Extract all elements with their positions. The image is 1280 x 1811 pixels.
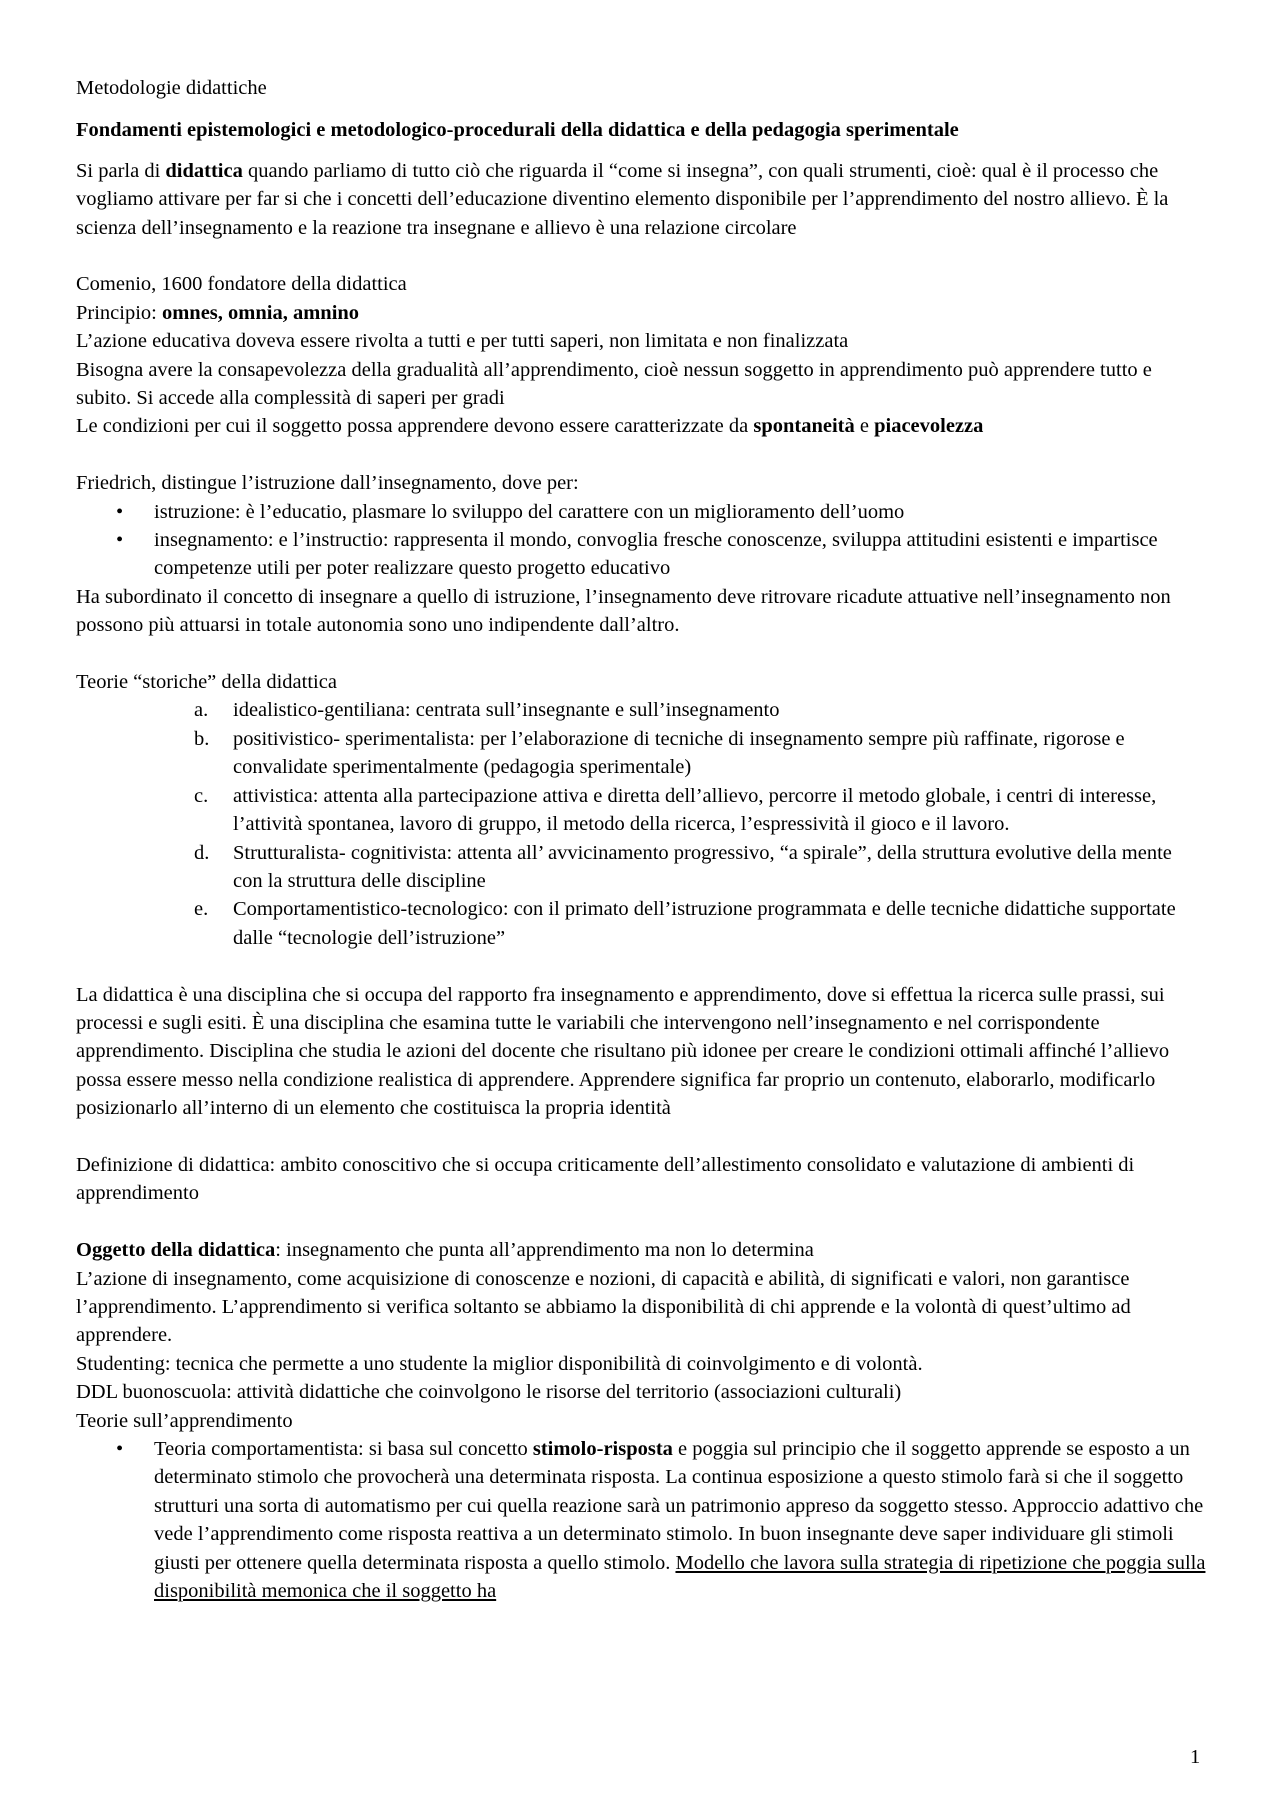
didattica-paragraph: La didattica è una disciplina che si occupa del rapporto fra insegnamento e apprendimento, dove si effettua la ricerca sulle prassi, sui processi e sugli esiti. È una disciplina che esamina tutte le variabili che intervengono nell’insegnamento e nel corrispondente apprendimento. Disciplina che studia le azioni del docente che risultano più idonee per creare le condizioni ottimali affinché l’allievo possa essere messo nella condizione realistica di apprendere. Apprendere significa far proprio un contenuto, elaborarlo, modificarlo posizionarlo all’interno di un elemento che costituisca la propria identità [76, 983, 1170, 1120]
friedrich-list [76, 498, 1206, 583]
ddl-line: DDL buonoscuola: attività didattiche che coinvolgono le risorse del territorio (associazioni culturali) [76, 1381, 902, 1404]
teorie-apprendimento-list [76, 1435, 1206, 1605]
document-title: Metodologie didattiche [76, 77, 267, 99]
document-page [76, 74, 1206, 1605]
intro-paragraph: Si parla di didattica quando parliamo di tutto ciò che riguarda il “come si insegna”, con quali strumenti, cioè: qual è il processo che vogliamo attivare per far si che i concetti dell’educazione diventino elemento disponibile per l’apprendimento del nostro allievo. È la scienza dell’insegnamento e la reazione tra insegnane e allievo è una relazione circolare [76, 159, 1169, 239]
page-number: 1 [1190, 1746, 1201, 1768]
oggetto-line: Oggetto della didattica: insegnamento che punta all’apprendimento ma non lo determina [76, 1239, 814, 1262]
friedrich-after: Ha subordinato il concetto di insegnare a quello di istruzione, l’insegnamento deve ritrovare ricadute attuative nell’insegnamento non possono più attuarsi in totale autonomia sono uno indipendente dall’altro. [76, 585, 1171, 637]
list-item: a. idealistico-gentiliana: centrata sull’insegnante e sull’insegnamento [194, 699, 780, 722]
teorie-storiche-list [76, 696, 1206, 952]
list-item: d. Strutturalista- cognitivista: attenta all’ avvicinamento progressivo, “a spirale”, della struttura evolutive della mente con la struttura delle discipline [194, 841, 1172, 892]
list-item: • istruzione: è l’educatio, plasmare lo sviluppo del carattere con un miglioramento dell’uomo [76, 498, 1206, 526]
definizione-paragraph: Definizione di didattica: ambito conoscitivo che si occupa criticamente dell’allestimento consolidato e valutazione di ambienti di apprendimento [76, 1153, 1135, 1205]
condizioni-line: Le condizioni per cui il soggetto possa apprendere devono essere caratterizzate da spontaneità e piacevolezza [76, 415, 984, 438]
list-item: • insegnamento: e l’instructio: rappresenta il mondo, convoglia fresche conoscenze, sviluppa attitudini esistenti e impartisce competenze utili per poter realizzare questo progetto educativo [76, 526, 1206, 583]
comenio-line: Comenio, 1600 fondatore della didattica [76, 273, 407, 296]
principio-line: Principio: omnes, omnia, amnino [76, 301, 360, 324]
studenting-line: Studenting: tecnica che permette a uno studente la miglior disponibilità di coinvolgimento e di volontà. [76, 1352, 923, 1375]
list-item: e. Comportamentistico-tecnologico: con il primato dell’istruzione programmata e delle tecniche didattiche supportate dalle “tecnologie dell’istruzione” [194, 898, 1176, 949]
azione-insegnamento-paragraph: L’azione di insegnamento, come acquisizione di conoscenze e nozioni, di capacità e abilità, di significati e valori, non garantisce l’apprendimento. L’apprendimento si verifica soltanto se abbiamo la disponibilità di chi apprende e la volontà di quest’ultimo ad apprendere. [76, 1267, 1131, 1347]
teorie-apprendimento-title: Teorie sull’apprendimento [76, 1409, 293, 1432]
list-item: c. attivistica: attenta alla partecipazione attiva e diretta dell’allievo, percorre il metodo globale, i centri di interesse, l’attività spontanea, lavoro di gruppo, il metodo della ricerca, l’espressività il gioco e il lavoro. [194, 784, 1157, 836]
gradualita-paragraph: Bisogna avere la consapevolezza della gradualità all’apprendimento, cioè nessun soggetto in apprendimento può apprendere tutto e subito. Si accede alla complessità di saperi per gradi [76, 358, 1152, 410]
list-item: • Teoria comportamentista: si basa sul concetto stimolo-risposta e poggia sul principio che il soggetto apprende se esposto a un determinato stimolo che provocherà una determinata risposta. La continua esposizione a questo stimolo farà si che il soggetto strutturi una sorta di automatismo per cui quella reazione sarà un patrimonio appreso da soggetto stesso. Approccio adattivo che vede l’apprendimento come risposta reattiva a un determinato stimolo. In buon insegnante deve saper individuare gli stimoli giusti per ottenere quella determinata risposta a quello stimolo. Modello che lavora sulla strategia di ripetizione che poggia sulla disponibilità memonica che il soggetto ha [76, 1435, 1206, 1605]
section-heading: Fondamenti epistemologici e metodologico-procedurali della didattica e della pedagogia sperimentale [76, 119, 959, 142]
teorie-storiche-title: Teorie “storiche” della didattica [76, 671, 337, 694]
friedrich-intro: Friedrich, distingue l’istruzione dall’insegnamento, dove per: [76, 472, 579, 495]
list-item: b. positivistico- sperimentalista: per l’elaborazione di tecniche di insegnamento sempre più raffinate, rigorose e convalidate sperimentalmente (pedagogia sperimentale) [194, 727, 1125, 779]
azione-educativa-line: L’azione educativa doveva essere rivolta a tutti e per tutti saperi, non limitata e non finalizzata [76, 330, 849, 353]
